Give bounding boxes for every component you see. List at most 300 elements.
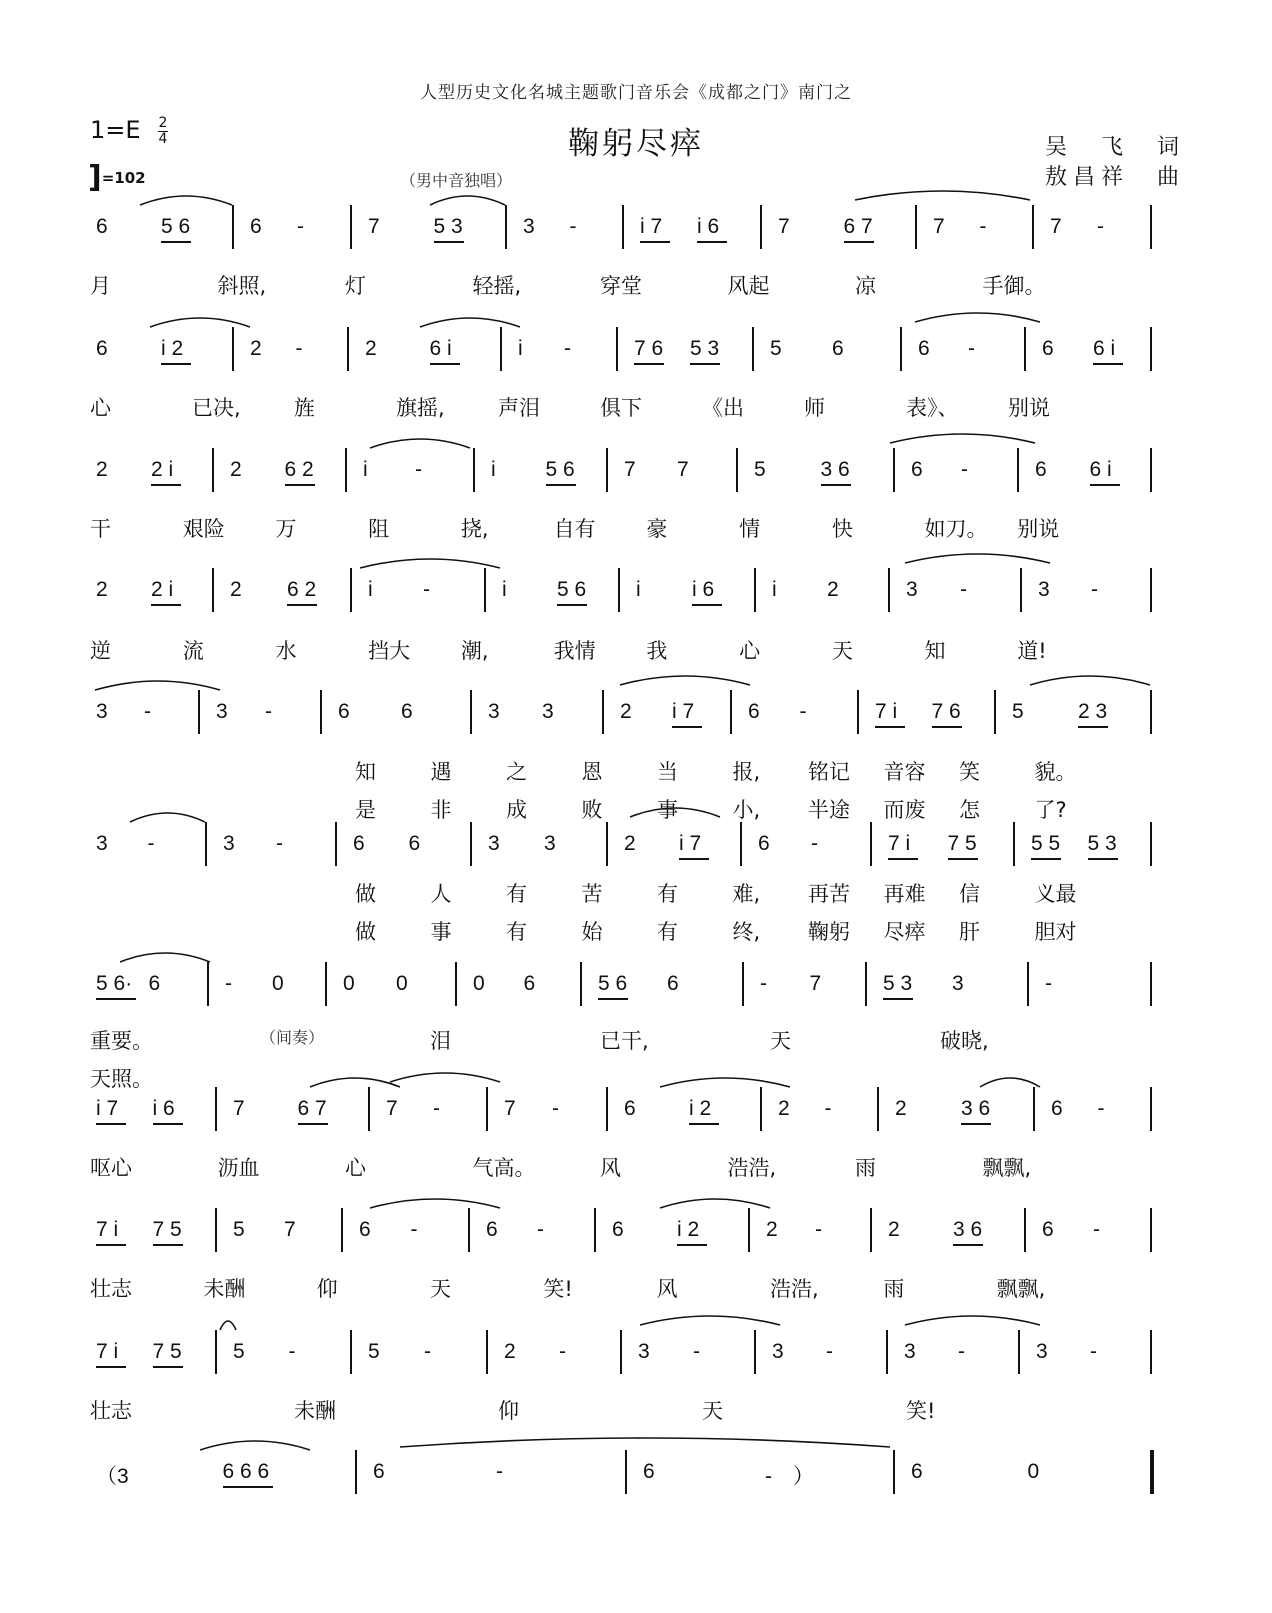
note: - xyxy=(433,1097,440,1120)
note: i xyxy=(502,578,507,601)
barline xyxy=(618,568,620,612)
note: 6 xyxy=(486,1218,498,1241)
beam-underline xyxy=(598,998,628,1000)
lyric: 道! xyxy=(1017,639,1047,663)
note: - xyxy=(1097,215,1104,238)
note: 6 xyxy=(758,832,770,855)
barline xyxy=(865,962,867,1006)
slur xyxy=(400,1438,890,1447)
note: i xyxy=(491,458,496,481)
lyric: 表》、 xyxy=(906,396,959,420)
note-row xyxy=(0,327,1272,373)
note: 5 5 xyxy=(1031,832,1061,855)
beam-underline xyxy=(932,726,962,728)
composer-credit: 敖昌祥 曲 xyxy=(1045,165,1186,190)
note: 3 xyxy=(904,1340,916,1363)
lyric: 壮志 xyxy=(90,1277,132,1301)
beam-underline xyxy=(634,363,664,365)
lyric-row xyxy=(0,1152,1272,1182)
beam-underline xyxy=(1078,726,1108,728)
barline xyxy=(215,1087,217,1131)
note: 6 xyxy=(911,458,923,481)
note: 6 7 xyxy=(297,1097,327,1120)
note: 2 xyxy=(504,1340,516,1363)
slur xyxy=(150,318,250,327)
lyric: 笑! xyxy=(543,1277,573,1301)
barline xyxy=(1032,205,1034,249)
note: i 2 xyxy=(689,1097,712,1120)
barline xyxy=(877,1087,879,1131)
note: - ） xyxy=(765,1465,814,1488)
note: 5 xyxy=(368,1340,380,1363)
barline xyxy=(893,1450,895,1494)
note: i 7 xyxy=(679,832,702,855)
note: i 7 xyxy=(96,1097,119,1120)
lyric-row xyxy=(0,756,1272,786)
note: （3 xyxy=(96,1465,129,1488)
beam-underline xyxy=(285,484,315,486)
lyric: 艰险 xyxy=(182,517,225,541)
lyric: 干 xyxy=(90,517,111,541)
barline xyxy=(620,1330,622,1374)
barline xyxy=(484,568,486,612)
barline xyxy=(347,327,349,371)
lyric: 《出 xyxy=(702,396,744,420)
beam-underline xyxy=(161,363,191,365)
barline xyxy=(1150,690,1152,734)
lyric: 气高。 xyxy=(472,1156,536,1180)
note: 0 xyxy=(473,972,485,995)
note: - xyxy=(410,1218,418,1241)
lyric: 心 xyxy=(345,1156,366,1180)
barline xyxy=(606,822,608,866)
note: - xyxy=(297,215,304,238)
lyric: 心 xyxy=(90,396,111,420)
barline xyxy=(1150,327,1152,371)
slur xyxy=(855,191,1030,200)
lyric: 心 xyxy=(739,639,761,663)
note: - xyxy=(960,578,967,601)
lyric: 难, xyxy=(732,882,761,906)
barline xyxy=(470,690,472,734)
lyric: 尽瘁 xyxy=(883,920,926,944)
lyric: 我 xyxy=(646,639,668,663)
note: 2 xyxy=(250,337,262,360)
lyric: 轻摇, xyxy=(472,274,522,298)
note: 6 xyxy=(96,337,108,360)
lyric: 笑 xyxy=(959,760,980,784)
beam-underline xyxy=(697,241,727,243)
barline xyxy=(740,822,742,866)
note: - xyxy=(569,215,577,238)
note: 5 6 xyxy=(545,458,575,481)
note: 3 xyxy=(488,832,500,855)
lyric: 知 xyxy=(355,760,376,784)
beam-underline xyxy=(557,604,587,606)
lyric: 雨 xyxy=(883,1277,905,1301)
lyric-row-verse2 xyxy=(0,916,1272,946)
note: 6 xyxy=(96,215,108,238)
lyric: 灯 xyxy=(345,274,366,298)
barline xyxy=(341,1208,343,1252)
slur xyxy=(640,1316,780,1325)
note: 6 xyxy=(832,337,844,360)
slur xyxy=(430,196,505,205)
note: 7 xyxy=(1050,215,1062,238)
barline xyxy=(1150,448,1152,492)
note: 7 xyxy=(778,215,790,238)
lyric: 非 xyxy=(430,798,452,822)
note: i 6 xyxy=(692,578,715,601)
slur xyxy=(220,1321,236,1330)
note: - xyxy=(144,700,151,723)
note-row xyxy=(0,1208,1272,1254)
lyric: 凉 xyxy=(855,274,876,298)
note: 2 xyxy=(624,832,636,855)
note: - xyxy=(1097,1097,1105,1120)
note: 6 2 xyxy=(284,458,314,481)
lyric: 斜照, xyxy=(217,274,267,298)
beam-underline xyxy=(948,858,978,860)
barline xyxy=(1150,1330,1152,1374)
beam-underline xyxy=(287,604,317,606)
lyric: 小, xyxy=(732,798,761,822)
note: 2 xyxy=(895,1097,907,1120)
barline xyxy=(1013,822,1015,866)
note: 2 xyxy=(96,458,108,481)
note: i xyxy=(636,578,641,601)
beam-underline xyxy=(640,241,670,243)
barline xyxy=(470,822,472,866)
barline xyxy=(1150,1450,1154,1494)
lyric: 天 xyxy=(430,1277,451,1301)
note: - xyxy=(559,1340,566,1363)
slur xyxy=(120,953,210,962)
note: 3 xyxy=(1036,1340,1048,1363)
lyric: 有 xyxy=(657,882,678,906)
barline xyxy=(350,568,352,612)
note: 6 xyxy=(523,972,536,995)
note: - xyxy=(958,1340,965,1363)
note: 6 xyxy=(359,1218,371,1241)
note: 2 i xyxy=(151,458,174,481)
performance-note: （男中音独唱） xyxy=(400,171,513,190)
barline xyxy=(198,690,200,734)
note: 3 xyxy=(638,1340,650,1363)
barline xyxy=(625,1450,627,1494)
barline xyxy=(594,1208,596,1252)
lyric: 之 xyxy=(506,760,527,784)
note: 7 5 xyxy=(947,832,977,855)
lyric: 手御。 xyxy=(982,274,1046,298)
barline xyxy=(622,205,624,249)
slur xyxy=(370,1199,500,1208)
lyric: 风 xyxy=(600,1156,621,1180)
note: 7 xyxy=(386,1097,398,1120)
lyric: 重要。 xyxy=(90,1029,153,1053)
note: 5 xyxy=(233,1340,245,1363)
note: i 7 xyxy=(672,700,695,723)
note: 5 3 xyxy=(1087,832,1117,855)
barline xyxy=(886,1330,888,1374)
lyric-row xyxy=(0,1273,1272,1303)
barline xyxy=(232,327,234,371)
note: 7 i xyxy=(96,1340,119,1363)
barline xyxy=(473,448,475,492)
lyric: 水 xyxy=(275,639,297,663)
note: 6 xyxy=(353,832,365,855)
note: 7 xyxy=(368,215,380,238)
note: 0 xyxy=(1027,1460,1040,1483)
lyric: 已决, xyxy=(192,396,241,420)
note-row xyxy=(0,690,1272,736)
note: 6 xyxy=(667,972,679,995)
barline xyxy=(212,568,214,612)
note: 6 i xyxy=(1089,458,1112,481)
slur xyxy=(660,1078,790,1087)
beam-underline xyxy=(151,604,181,606)
barline xyxy=(325,962,327,1006)
barline xyxy=(368,1087,370,1131)
beam-underline xyxy=(1093,363,1123,365)
note: - xyxy=(815,1218,822,1241)
lyric: 仰 xyxy=(316,1277,338,1301)
barline xyxy=(207,962,209,1006)
note: 7 i xyxy=(96,1218,119,1241)
slur xyxy=(140,196,232,205)
lyric: 豪 xyxy=(646,517,668,541)
note: 6 xyxy=(401,700,413,723)
slur xyxy=(905,554,1050,563)
note: 7 xyxy=(933,215,945,238)
beam-underline xyxy=(821,484,851,486)
time-bottom: 4 xyxy=(158,131,168,147)
note: 6 xyxy=(1035,458,1047,481)
lyric: （间奏） xyxy=(260,1028,325,1047)
note: 7 xyxy=(809,972,822,995)
lyric: 成 xyxy=(506,798,527,822)
slur xyxy=(310,1078,400,1087)
barline xyxy=(606,1087,608,1131)
barline xyxy=(1150,962,1152,1006)
note: 5 6 xyxy=(557,578,587,601)
barline xyxy=(900,327,902,371)
note: 5 xyxy=(754,458,766,481)
lyric: 做 xyxy=(355,882,376,906)
lyric: 事 xyxy=(657,798,678,822)
beam-underline xyxy=(875,726,905,728)
barline xyxy=(212,448,214,492)
lyric: 天 xyxy=(702,1399,723,1423)
lyric: 再难 xyxy=(883,882,926,906)
slur xyxy=(370,439,470,448)
note: 2 xyxy=(778,1097,790,1120)
note: 6 xyxy=(1051,1097,1063,1120)
lyric: 沥血 xyxy=(217,1156,260,1180)
lyric: 风起 xyxy=(727,274,770,298)
lyric-row xyxy=(0,1025,1272,1091)
note: 5 xyxy=(1012,700,1024,723)
lyric: 风 xyxy=(656,1277,678,1301)
beam-underline xyxy=(161,241,191,243)
note: - xyxy=(1090,1340,1097,1363)
note: 6 xyxy=(373,1460,385,1483)
lyric: 流 xyxy=(182,639,204,663)
beam-underline xyxy=(151,484,181,486)
barline xyxy=(486,1330,488,1374)
lyric: 鞠躬 xyxy=(808,920,850,944)
barline xyxy=(602,690,604,734)
time-top: 2 xyxy=(158,115,168,131)
note: - xyxy=(811,832,818,855)
note: 7 xyxy=(233,1097,245,1120)
note: 3 6 xyxy=(953,1218,983,1241)
note: - xyxy=(760,972,767,995)
beam-underline xyxy=(953,1244,983,1246)
barline xyxy=(752,327,754,371)
lyric: 呕心 xyxy=(90,1156,132,1180)
note-row xyxy=(0,1450,1272,1496)
lyric: 天 xyxy=(831,639,853,663)
note: 3 xyxy=(523,215,535,238)
barline xyxy=(355,1450,357,1494)
barline xyxy=(580,962,582,1006)
note: - xyxy=(225,972,232,995)
note: 7 5 xyxy=(152,1218,182,1241)
beam-underline xyxy=(298,1123,328,1125)
barline xyxy=(455,962,457,1006)
note: - xyxy=(979,215,987,238)
note: - xyxy=(1093,1218,1100,1241)
lyric: 有 xyxy=(506,882,527,906)
lyric: 苦 xyxy=(581,882,603,906)
note: 5 3 xyxy=(883,972,913,995)
note: 6 xyxy=(250,215,262,238)
lyric: 月 xyxy=(90,274,111,298)
barline xyxy=(335,822,337,866)
note-row xyxy=(0,822,1272,868)
note: 3 xyxy=(542,700,554,723)
note: - xyxy=(552,1097,559,1120)
note: 6 xyxy=(911,1460,923,1483)
note: 6 2 xyxy=(287,578,317,601)
barline xyxy=(468,1208,470,1252)
slur xyxy=(660,1199,770,1208)
barline xyxy=(1150,1087,1152,1131)
lyric-row xyxy=(0,878,1272,908)
lyric: 旌 xyxy=(294,396,315,420)
barline xyxy=(606,448,608,492)
note: 3 6 xyxy=(820,458,850,481)
note: - xyxy=(496,1460,503,1483)
barline xyxy=(350,1330,352,1374)
note-row xyxy=(0,1330,1272,1376)
note: 7 i xyxy=(875,700,898,723)
note: - xyxy=(265,700,272,723)
slur xyxy=(95,681,220,690)
note-row xyxy=(0,205,1272,251)
lyric: 别说 xyxy=(1008,396,1050,420)
beam-underline xyxy=(96,1366,126,1368)
note: - xyxy=(826,1340,833,1363)
beam-underline xyxy=(672,726,702,728)
note: 6 xyxy=(338,700,350,723)
lyric: 如刀。 xyxy=(924,517,988,541)
note: 2 xyxy=(96,578,108,601)
lyric: 肝 xyxy=(959,920,980,944)
lyric: 胆对 xyxy=(1034,920,1077,944)
beam-underline xyxy=(434,241,464,243)
barline xyxy=(742,962,744,1006)
barline xyxy=(870,1208,872,1252)
slur xyxy=(915,313,1040,322)
note: 3 xyxy=(1038,578,1050,601)
note: 2 xyxy=(766,1218,778,1241)
lyric: 飘飘, xyxy=(996,1277,1046,1301)
beam-underline xyxy=(153,1244,183,1246)
lyric: 逆 xyxy=(90,639,111,663)
barline xyxy=(760,1087,762,1131)
note: 2 xyxy=(620,700,632,723)
barline xyxy=(893,448,895,492)
barline xyxy=(754,1330,756,1374)
barline xyxy=(1018,1330,1020,1374)
lyric-row xyxy=(0,513,1272,543)
barline xyxy=(350,205,352,249)
lyric: 雨 xyxy=(855,1156,876,1180)
lyric: 泪 xyxy=(430,1029,451,1053)
tempo-marking: ]=102 xyxy=(88,160,146,195)
note: 7 i xyxy=(888,832,911,855)
barline xyxy=(486,1087,488,1131)
barline xyxy=(320,690,322,734)
note: 6 xyxy=(643,1460,655,1483)
beam-underline xyxy=(961,1123,991,1125)
note: 5 6 xyxy=(598,972,628,995)
note: 3 xyxy=(488,700,500,723)
note: 2 xyxy=(888,1218,900,1241)
lyric-row xyxy=(0,635,1272,665)
lyric: 貌。 xyxy=(1034,760,1077,784)
beam-underline xyxy=(223,1486,273,1488)
lyric: 情 xyxy=(739,517,761,541)
note: 6 xyxy=(748,700,760,723)
beam-underline xyxy=(883,998,913,1000)
barline xyxy=(994,690,996,734)
note: 3 6 xyxy=(961,1097,991,1120)
note-row xyxy=(0,448,1272,494)
slur xyxy=(980,1078,1040,1087)
barline xyxy=(1150,568,1152,612)
lyric: 报, xyxy=(732,760,761,784)
note: - xyxy=(824,1097,832,1120)
lyric: 了? xyxy=(1034,798,1067,822)
note: 3 xyxy=(216,700,228,723)
series-header: 人型历史文化名城主题歌门音乐会《成都之门》南门之 xyxy=(420,83,852,103)
note: i xyxy=(518,337,523,360)
note: 5 3 xyxy=(433,215,463,238)
lyric: 而废 xyxy=(883,798,926,822)
lyric: 是 xyxy=(355,798,376,822)
note: 6 6 6 xyxy=(222,1460,270,1483)
note: 6 xyxy=(1042,1218,1054,1241)
note: - xyxy=(799,700,807,723)
note: 3 xyxy=(906,578,918,601)
barline xyxy=(500,327,502,371)
note: - xyxy=(1045,972,1052,995)
lyric: 已干, xyxy=(600,1029,649,1053)
barline xyxy=(1150,1208,1152,1252)
